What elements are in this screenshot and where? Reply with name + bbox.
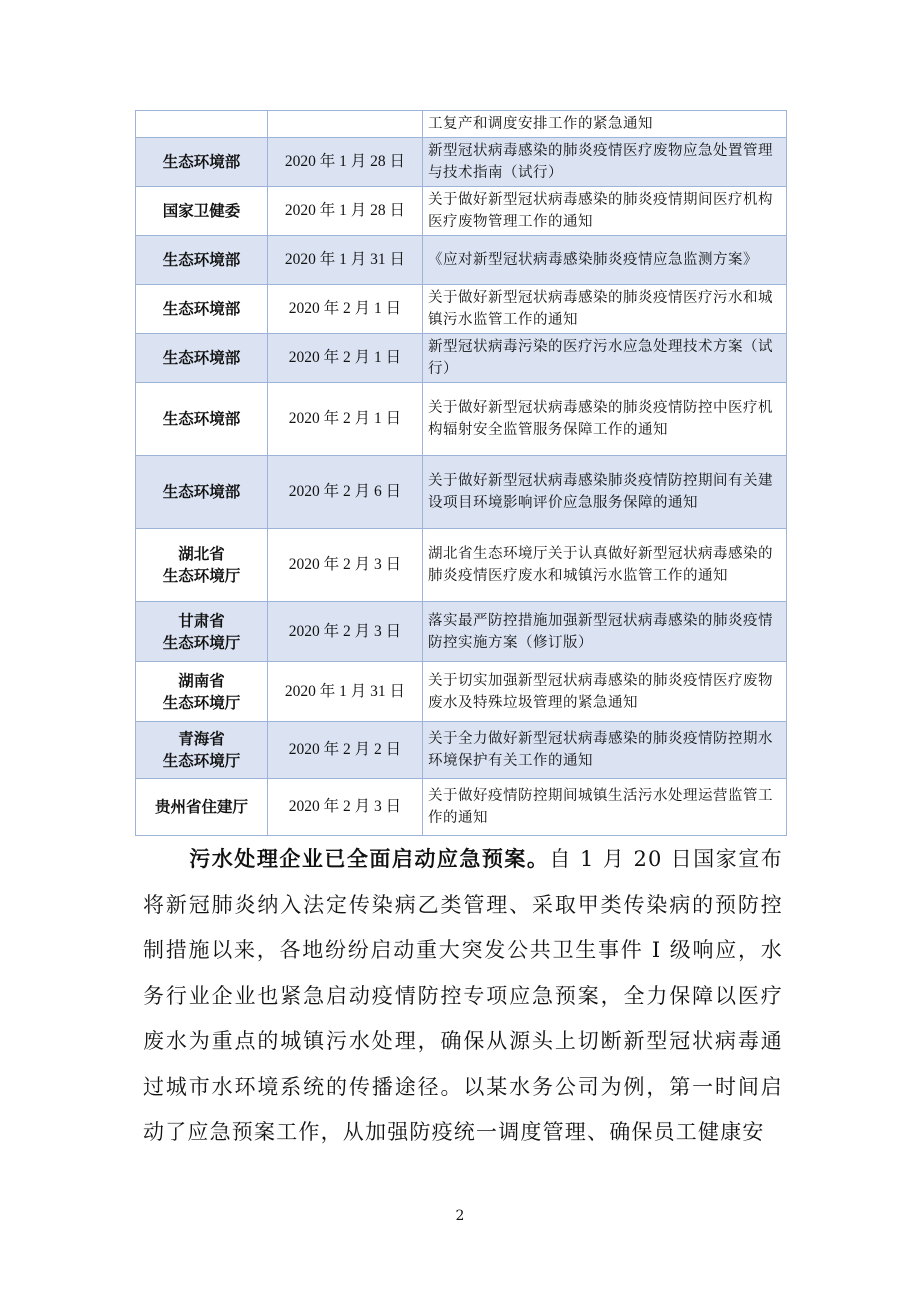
paragraph-body: 自 1 月 20 日国家宣布将新冠肺炎纳入法定传染病乙类管理、采取甲类传染病的预防控制措施以来，各地纷纷启动重大突发公共卫生事件 I 级响应，水务行业企业也紧急启动疫情防控专项应急预案，全力保障以医疗废水为重点的城镇污水处理，确保从源头上切断新型冠状病毒通过城市水环境系统的传播途径。以某水务公司为例，第一时间启动了应急预案工作，从加强防疫统一调度管理、确保员工健康安	[143, 847, 783, 1144]
date-cell: 2020 年 1 月 31 日	[268, 236, 423, 285]
agency-cell: 青海省 生态环境厅	[136, 722, 268, 779]
page-number: 2	[455, 1208, 465, 1224]
agency-cell: 生态环境部	[136, 334, 268, 383]
agency-cell: 国家卫健委	[136, 187, 268, 236]
policy-table	[135, 110, 787, 836]
table-row	[136, 236, 787, 285]
date-cell: 2020 年 1 月 31 日	[268, 662, 423, 722]
date-cell: 2020 年 2 月 1 日	[268, 285, 423, 334]
date-cell: 2020 年 1 月 28 日	[268, 187, 423, 236]
table-row	[136, 662, 787, 722]
title-cell: 关于做好新型冠状病毒感染的肺炎疫情防控中医疗机构辐射安全监管服务保障工作的通知	[423, 383, 787, 456]
title-cell: 工复产和调度安排工作的紧急通知	[423, 111, 787, 138]
title-cell: 湖北省生态环境厅关于认真做好新型冠状病毒感染的肺炎疫情医疗废水和城镇污水监管工作的通知	[423, 529, 787, 602]
agency-cell: 湖南省 生态环境厅	[136, 662, 268, 722]
date-cell: 2020 年 2 月 1 日	[268, 383, 423, 456]
table-row	[136, 334, 787, 383]
body-paragraph	[143, 836, 783, 1156]
date-cell: 2020 年 2 月 1 日	[268, 334, 423, 383]
table-row	[136, 383, 787, 456]
title-cell: 关于做好新型冠状病毒感染肺炎疫情防控期间有关建设项目环境影响评价应急服务保障的通知	[423, 456, 787, 529]
date-cell: 2020 年 1 月 28 日	[268, 138, 423, 187]
table-row	[136, 456, 787, 529]
table-row	[136, 602, 787, 662]
agency-cell: 贵州省住建厅	[136, 779, 268, 836]
table-row	[136, 285, 787, 334]
title-cell: 关于切实加强新型冠状病毒感染的肺炎疫情医疗废物废水及特殊垃圾管理的紧急通知	[423, 662, 787, 722]
date-cell: 2020 年 2 月 6 日	[268, 456, 423, 529]
table-row	[136, 187, 787, 236]
table-row	[136, 138, 787, 187]
title-cell: 《应对新型冠状病毒感染肺炎疫情应急监测方案》	[423, 236, 787, 285]
table-row	[136, 529, 787, 602]
title-cell: 新型冠状病毒污染的医疗污水应急处理技术方案（试行）	[423, 334, 787, 383]
agency-cell	[136, 111, 268, 138]
date-cell: 2020 年 2 月 3 日	[268, 602, 423, 662]
agency-cell: 生态环境部	[136, 138, 268, 187]
agency-cell: 甘肃省 生态环境厅	[136, 602, 268, 662]
table-row	[136, 779, 787, 836]
title-cell: 新型冠状病毒感染的肺炎疫情医疗废物应急处置管理与技术指南（试行）	[423, 138, 787, 187]
table-row	[136, 111, 787, 138]
table-row	[136, 722, 787, 779]
date-cell: 2020 年 2 月 3 日	[268, 529, 423, 602]
agency-cell: 生态环境部	[136, 383, 268, 456]
agency-cell: 生态环境部	[136, 456, 268, 529]
policy-table-body	[136, 111, 787, 836]
date-cell: 2020 年 2 月 2 日	[268, 722, 423, 779]
title-cell: 关于做好新型冠状病毒感染的肺炎疫情期间医疗机构医疗废物管理工作的通知	[423, 187, 787, 236]
title-cell: 关于做好新型冠状病毒感染的肺炎疫情医疗污水和城镇污水监管工作的通知	[423, 285, 787, 334]
date-cell: 2020 年 2 月 3 日	[268, 779, 423, 836]
date-cell	[268, 111, 423, 138]
title-cell: 落实最严防控措施加强新型冠状病毒感染的肺炎疫情防控实施方案（修订版）	[423, 602, 787, 662]
paragraph-lead: 污水处理企业已全面启动应急预案。	[189, 846, 550, 871]
agency-cell: 生态环境部	[136, 236, 268, 285]
title-cell: 关于全力做好新型冠状病毒感染的肺炎疫情防控期水环境保护有关工作的通知	[423, 722, 787, 779]
agency-cell: 湖北省 生态环境厅	[136, 529, 268, 602]
title-cell: 关于做好疫情防控期间城镇生活污水处理运营监管工作的通知	[423, 779, 787, 836]
agency-cell: 生态环境部	[136, 285, 268, 334]
